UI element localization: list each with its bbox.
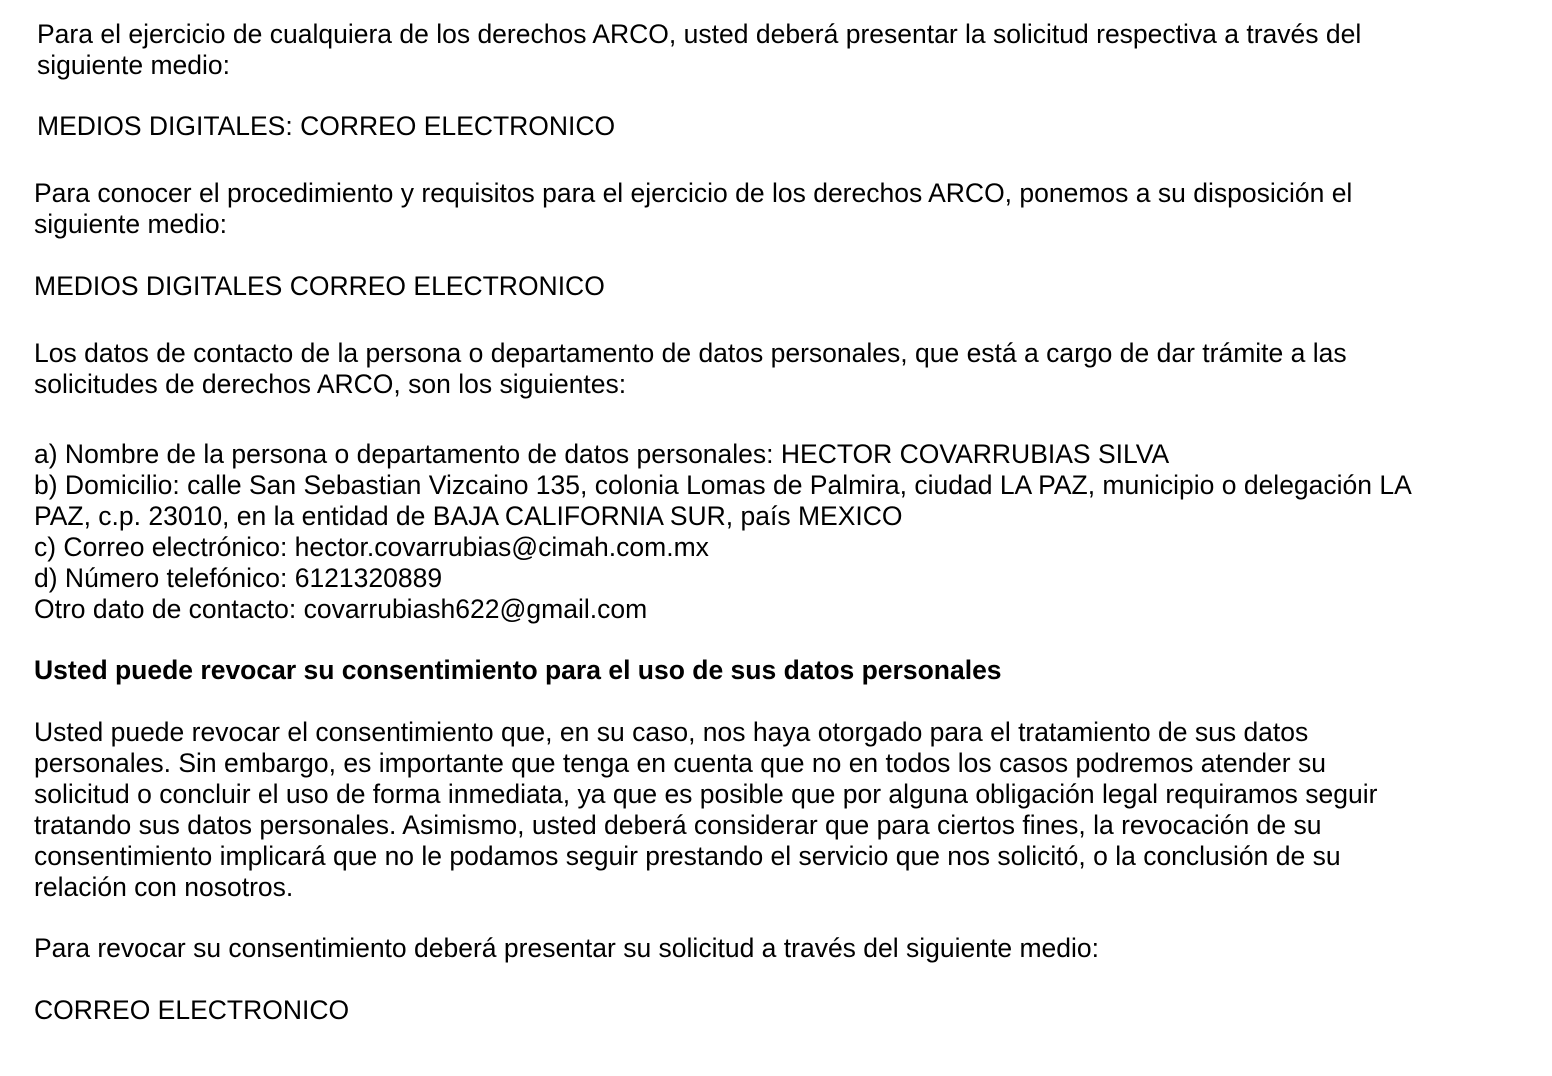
text-line: Para conocer el procedimiento y requisitos para el ejercicio de los derechos ARCO, ponemos a su disposición el	[34, 178, 1353, 208]
text-line: siguiente medio:	[34, 209, 227, 239]
paragraph-arco-request	[37, 19, 1361, 81]
text-line: Los datos de contacto de la persona o departamento de datos personales, que está a cargo de dar trámite a las	[34, 338, 1347, 368]
contact-details	[34, 439, 1412, 625]
contact-address: b) Domicilio: calle San Sebastian Vizcaino 135, colonia Lomas de Palmira, ciudad LA PAZ, municipio o delegación LA	[34, 470, 1412, 500]
text-line: tratando sus datos personales. Asimismo, usted deberá considerar que para ciertos fines, la revocación de su	[34, 810, 1322, 840]
text-line: Usted puede revocar el consentimiento que, en su caso, nos haya otorgado para el tratamiento de sus datos	[34, 717, 1309, 747]
text-line: Para el ejercicio de cualquiera de los derechos ARCO, usted deberá presentar la solicitud respectiva a través del	[37, 19, 1362, 49]
text-line: personales. Sin embargo, es importante que tenga en cuenta que no en todos los casos podremos atender su	[34, 748, 1326, 778]
contact-phone: d) Número telefónico: 6121320889	[34, 563, 443, 593]
contact-address-cont: PAZ, c.p. 23010, en la entidad de BAJA CALIFORNIA SUR, país MEXICO	[34, 501, 903, 531]
section-heading-revoke	[34, 655, 1002, 686]
paragraph-procedure-medium	[34, 271, 605, 302]
contact-other: Otro dato de contacto: covarrubiash622@gmail.com	[34, 594, 648, 624]
paragraph-request-medium	[37, 111, 615, 142]
contact-email: c) Correo electrónico: hector.covarrubias@cimah.com.mx	[34, 532, 709, 562]
heading-text: Usted puede revocar su consentimiento para el uso de sus datos personales	[34, 655, 1002, 685]
paragraph-procedure	[34, 178, 1352, 240]
contact-name: a) Nombre de la persona o departamento de datos personales: HECTOR COVARRUBIAS SILVA	[34, 439, 1170, 469]
paragraph-contact-intro	[34, 338, 1347, 400]
text-line: consentimiento implicará que no le podamos seguir prestando el servicio que nos solicitó, o la conclusión de su	[34, 841, 1341, 871]
paragraph-revoke-medium	[34, 995, 349, 1026]
paragraph-revoke-consent	[34, 717, 1377, 903]
text-line: relación con nosotros.	[34, 872, 294, 902]
text-line: solicitudes de derechos ARCO, son los siguientes:	[34, 369, 627, 399]
text-line: CORREO ELECTRONICO	[34, 995, 350, 1025]
text-line: Para revocar su consentimiento deberá presentar su solicitud a través del siguiente medio:	[34, 933, 1099, 963]
text-line: siguiente medio:	[37, 50, 230, 80]
paragraph-revoke-medium-intro	[34, 933, 1099, 964]
text-line: MEDIOS DIGITALES: CORREO ELECTRONICO	[37, 111, 616, 141]
text-line: MEDIOS DIGITALES CORREO ELECTRONICO	[34, 271, 605, 301]
text-line: solicitud o concluir el uso de forma inmediata, ya que es posible que por alguna obligación legal requiramos seguir	[34, 779, 1378, 809]
